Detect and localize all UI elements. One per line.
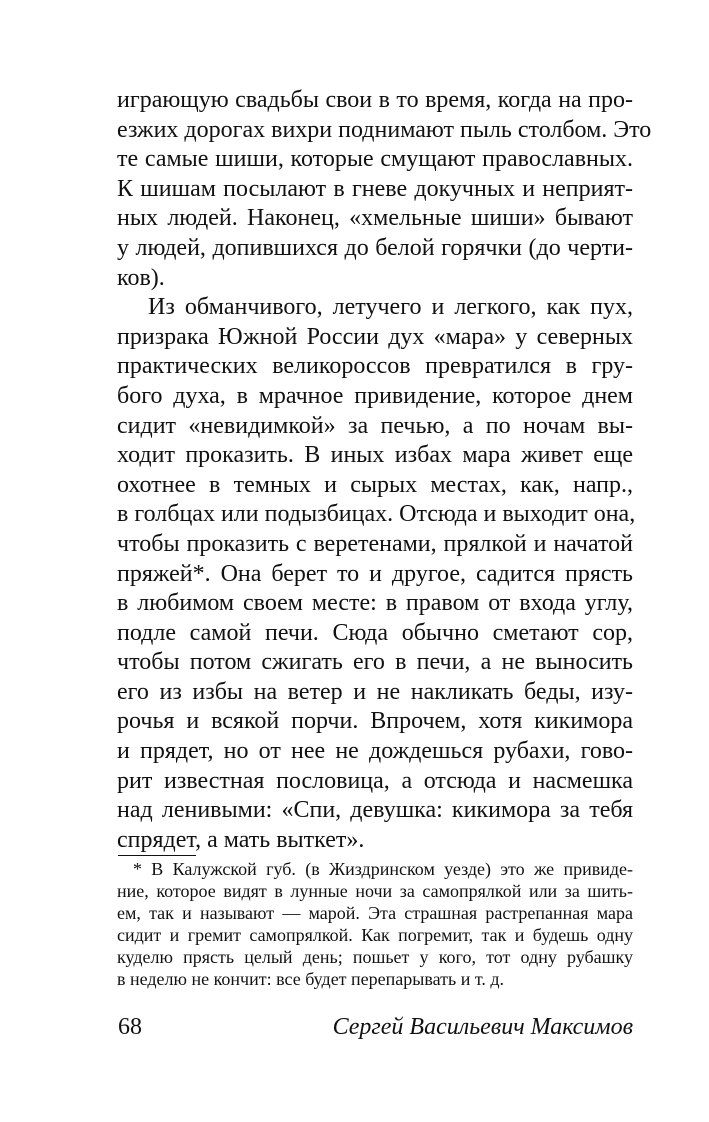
text-line: ходит проказить. В иных избах мара живет еще (117, 442, 633, 469)
text-line: в голбцах или подызбицах. Отсюда и выходит она, (117, 501, 636, 528)
text-line: К шишам посылают в гневе докучных и неприят- (117, 175, 633, 202)
text-line: чтобы проказить с веретенами, прялкой и начатой (117, 530, 633, 557)
text-line: бого духа, в мрачное привидение, которое днем (117, 382, 633, 409)
text-line: спрядет, а мать выткет». (117, 826, 365, 853)
text-line: в любимом своем месте: в правом от входа углу, (117, 590, 633, 617)
footnote-line: ем, так и называют — марой. Эта страшная растрепанная мара (117, 903, 633, 923)
text-line: чтобы потом сжигать его в печи, а не выносить (117, 649, 633, 676)
text-line: те самые шиши, которые смущают православных. (117, 146, 633, 173)
text-line: охотнее в темных и сырых местах, как, напр., (117, 471, 633, 498)
text-line: практических великороссов превратился в гру- (117, 353, 633, 380)
text-line: подле самой печи. Сюда обычно сметают сор, (117, 619, 633, 646)
text-line: призрака Южной России дух «мара» у северных (117, 323, 633, 350)
paragraph-first-line: Из обманчивого, летучего и легкого, как пух, (148, 294, 633, 321)
footnote-first-line: * В Калужской губ. (в Жиздринском уезде) это же привиде- (133, 859, 633, 879)
text-line: рит известная пословица, а отсюда и насмешка (117, 767, 633, 794)
footnote-line: сидит и гремит самопрялкой. Как погремит, так и будешь одну (117, 925, 633, 945)
text-line: и прядет, но от нее не дождешься рубахи, гово- (117, 738, 633, 765)
text-line: его из избы на ветер и не накликать беды, изу- (117, 678, 633, 705)
footnote-line: ние, которое видят в лунные ночи за самопрялкой или за шить- (117, 881, 633, 901)
text-line: рочья и всякой порчи. Впрочем, хотя кикимора (117, 708, 633, 735)
text-line: ных людей. Наконец, «хмельные шиши» бывают (117, 205, 633, 232)
text-line: пряжей*. Она берет то и другое, садится прясть (117, 560, 633, 587)
text-line: езжих дорогах вихри поднимают пыль столбом. Это (117, 116, 652, 143)
text-line: играющую свадьбы свои в то время, когда на про- (117, 87, 633, 113)
text-line: у людей, допившихся до белой горячки (до черти- (117, 234, 633, 261)
author-running-footer: Сергей Васильевич Максимов (332, 1014, 633, 1040)
text-line: над ленивыми: «Спи, девушка: кикимора за тебя (117, 797, 633, 824)
page-number: 68 (118, 1014, 142, 1040)
main-text (117, 86, 652, 855)
text-line: сидит «невидимкой» за печью, а по ночам вы- (117, 412, 633, 439)
footnote-line: в неделю не кончит: все будет перепарывать и т. д. (117, 969, 505, 989)
footnote (117, 858, 633, 990)
footnote-separator (118, 855, 196, 856)
footnote-line: куделю прясть целый день; пошьет у кого, тот одну рубашку (117, 947, 633, 967)
text-line: ков). (117, 264, 165, 291)
